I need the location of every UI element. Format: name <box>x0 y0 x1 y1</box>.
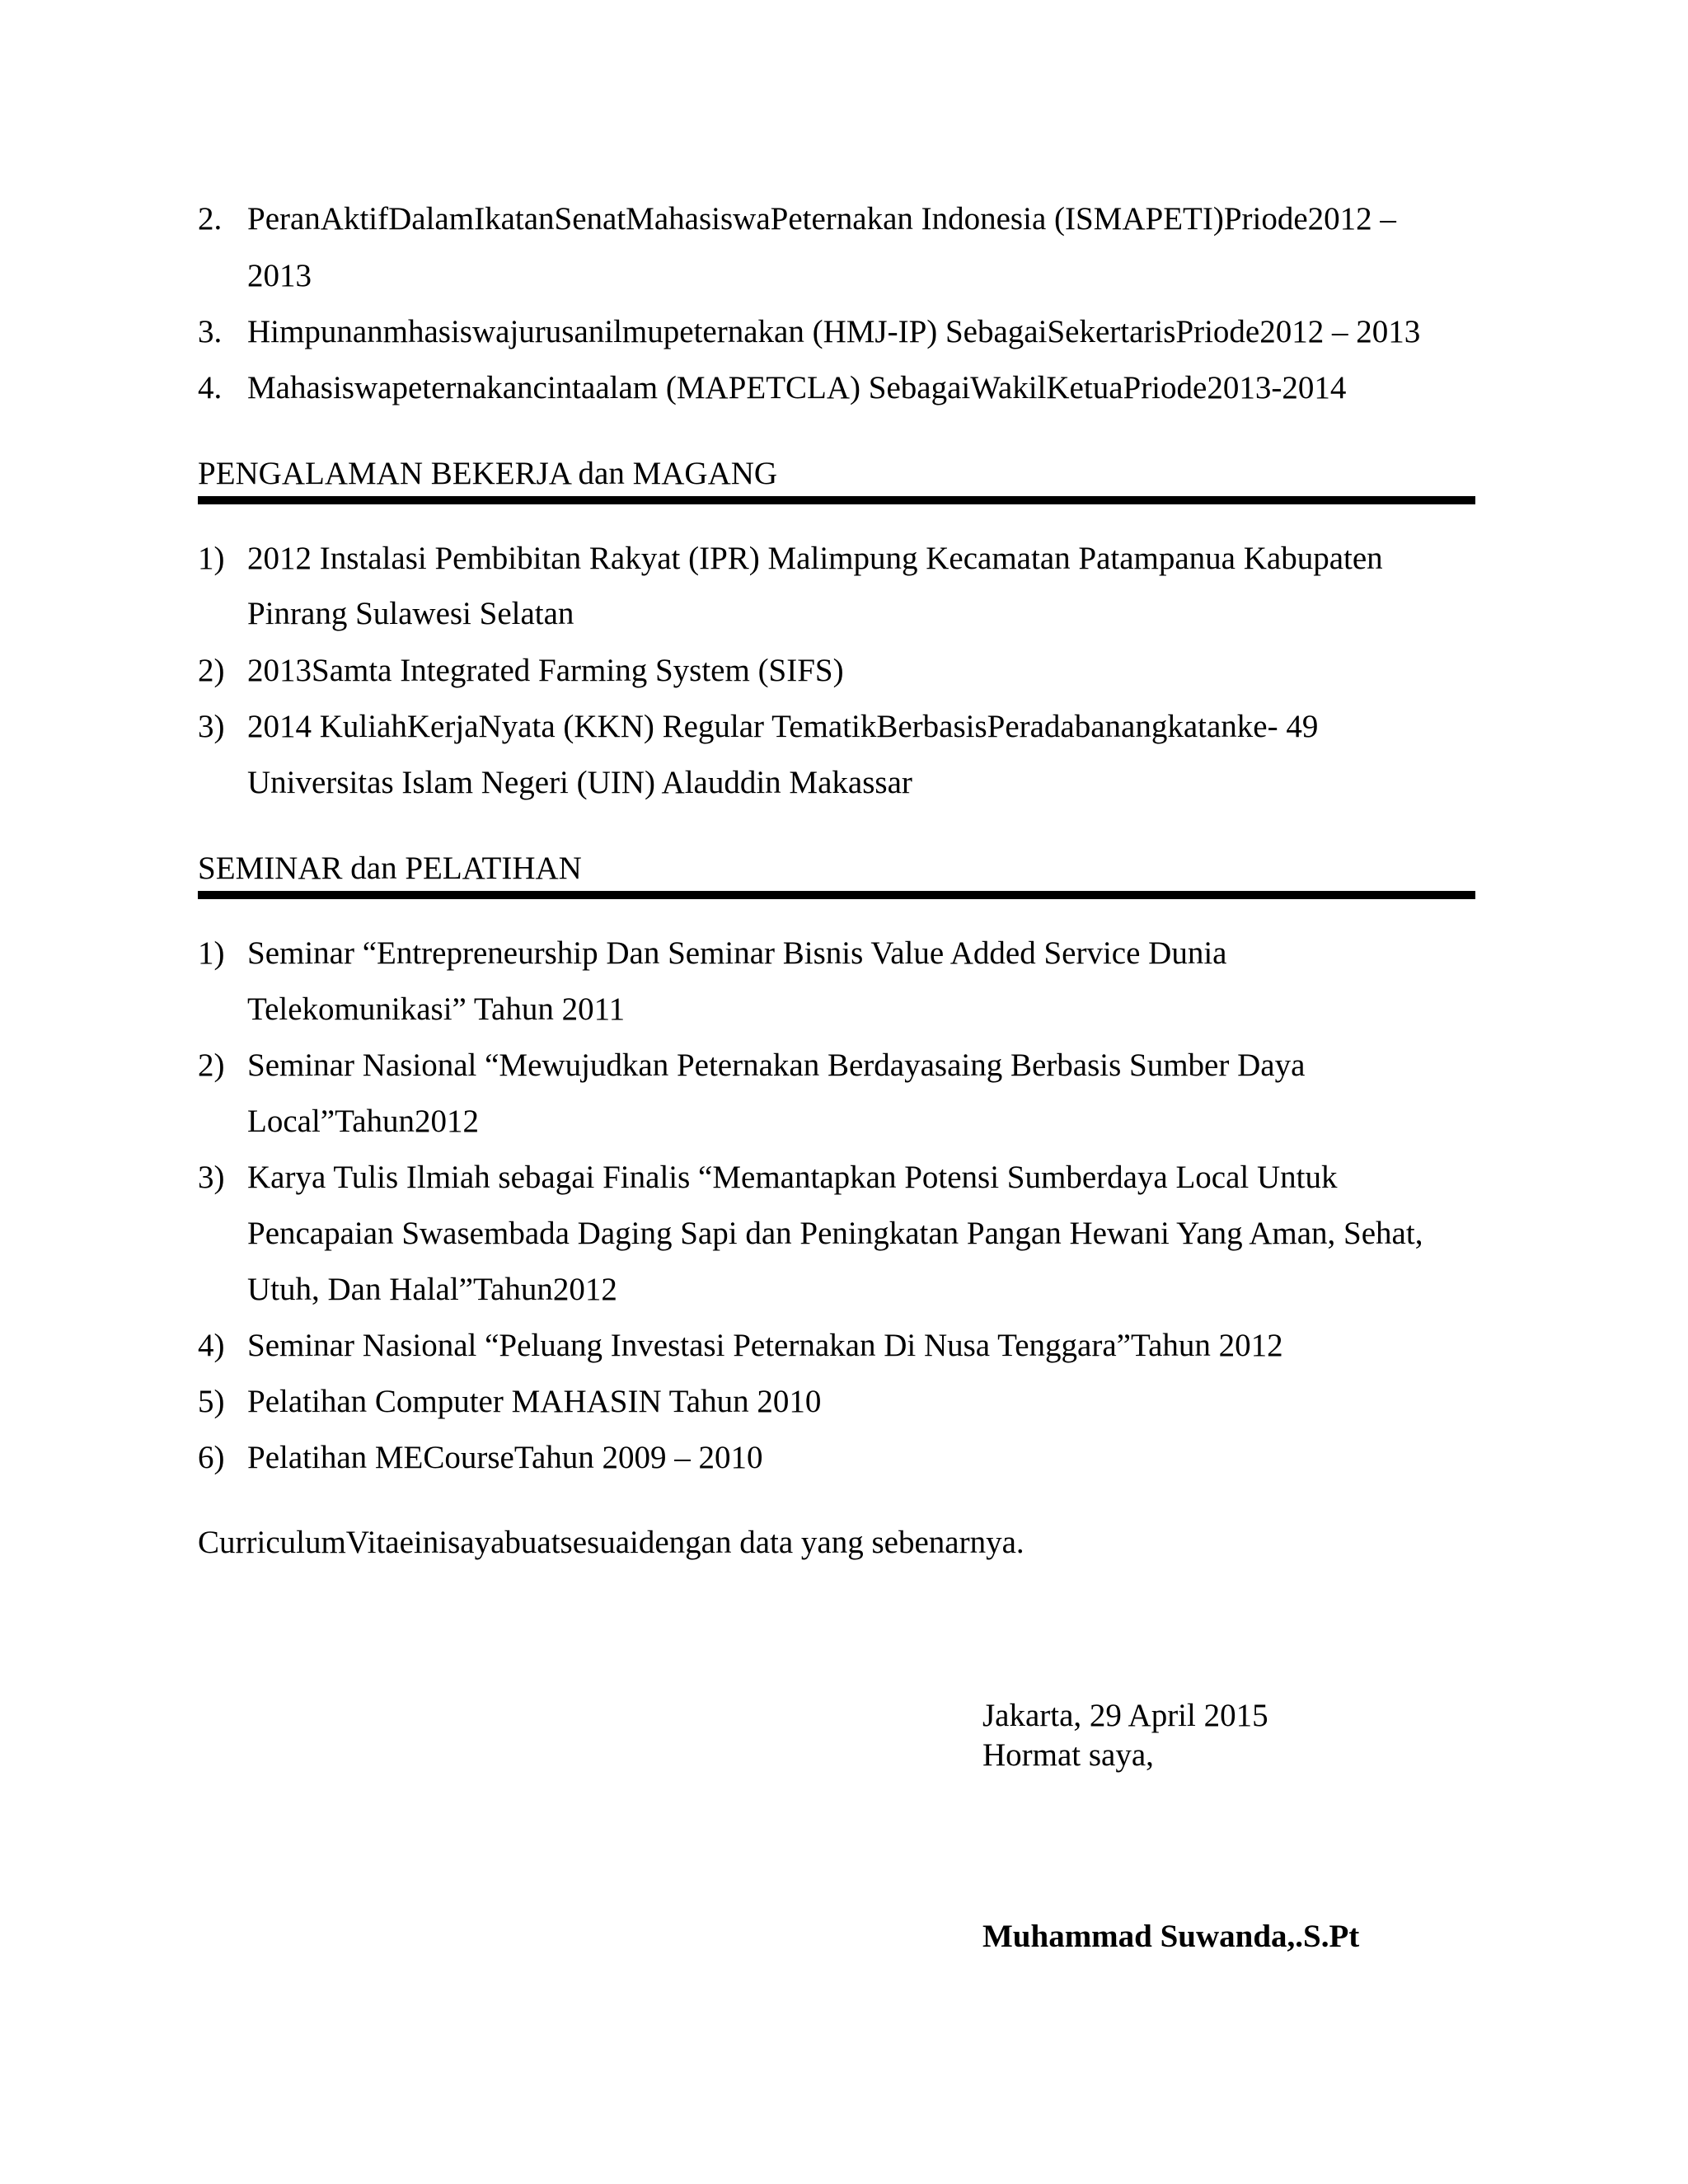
list-item-number: 6) <box>198 1440 225 1475</box>
section-heading-seminar: SEMINAR dan PELATIHAN <box>198 851 582 886</box>
list-item-number: 2) <box>198 1047 225 1083</box>
place-date: Jakarta, 29 April 2015 <box>982 1698 1268 1733</box>
list-item-text: Local”Tahun2012 <box>247 1104 479 1139</box>
list-item-number: 3) <box>198 709 225 744</box>
list-item-text: 2013Samta Integrated Farming System (SIFS) <box>247 653 844 688</box>
list-item-text: PeranAktifDalamIkatanSenatMahasiswaPeternakan Indonesia (ISMAPETI)Priode2012 – <box>247 201 1396 237</box>
list-item-text: Pelatihan Computer MAHASIN Tahun 2010 <box>247 1384 822 1419</box>
signatory-name: Muhammad Suwanda,.S.Pt <box>982 1919 1360 1954</box>
list-item-text: Utuh, Dan Halal”Tahun2012 <box>247 1272 617 1307</box>
list-item-number: 4) <box>198 1328 225 1363</box>
list-item-text: Mahasiswapeternakancintaalam (MAPETCLA) SebagaiWakilKetuaPriode2013-2014 <box>247 370 1347 405</box>
list-item-text: 2014 KuliahKerjaNyata (KKN) Regular TematikBerbasisPeradabanangkatanke- 49 <box>247 709 1319 744</box>
list-item-text: Pelatihan MECourseTahun 2009 – 2010 <box>247 1440 763 1475</box>
list-item-number: 1) <box>198 935 225 971</box>
list-item-number: 1) <box>198 541 225 576</box>
list-item-text: Seminar “Entrepreneurship Dan Seminar Bisnis Value Added Service Dunia <box>247 935 1227 971</box>
list-item-text: Telekomunikasi” Tahun 2011 <box>247 991 626 1027</box>
section-heading-experience: PENGALAMAN BEKERJA dan MAGANG <box>198 456 778 491</box>
list-item-text: Karya Tulis Ilmiah sebagai Finalis “Memantapkan Potensi Sumberdaya Local Untuk <box>247 1160 1338 1195</box>
list-item-text: 2012 Instalasi Pembibitan Rakyat (IPR) Malimpung Kecamatan Patampanua Kabupaten <box>247 541 1383 576</box>
closing-statement: CurriculumVitaeinisayabuatsesuaidengan data yang sebenarnya. <box>198 1525 1025 1560</box>
list-item-number: 2) <box>198 653 225 688</box>
list-item-number: 4. <box>198 370 223 405</box>
list-item-number: 3) <box>198 1160 225 1195</box>
list-item-text: Himpunanmhasiswajurusanilmupeternakan (HMJ-IP) SebagaiSekertarisPriode2012 – 2013 <box>247 314 1421 349</box>
list-item-number: 5) <box>198 1384 225 1419</box>
section-divider <box>198 496 1475 504</box>
list-item-text: Seminar Nasional “Peluang Investasi Peternakan Di Nusa Tenggara”Tahun 2012 <box>247 1328 1283 1363</box>
section-divider <box>198 891 1475 899</box>
greeting: Hormat saya, <box>982 1737 1154 1773</box>
list-item-number: 2. <box>198 201 223 237</box>
list-item-number: 3. <box>198 314 223 349</box>
list-item-text: Pencapaian Swasembada Daging Sapi dan Peningkatan Pangan Hewani Yang Aman, Sehat, <box>247 1216 1423 1251</box>
list-item-text: Pinrang Sulawesi Selatan <box>247 596 574 631</box>
list-item-text: Universitas Islam Negeri (UIN) Alauddin Makassar <box>247 765 912 800</box>
list-item-text: Seminar Nasional “Mewujudkan Peternakan Berdayasaing Berbasis Sumber Daya <box>247 1047 1306 1083</box>
list-item-text: 2013 <box>247 258 312 293</box>
